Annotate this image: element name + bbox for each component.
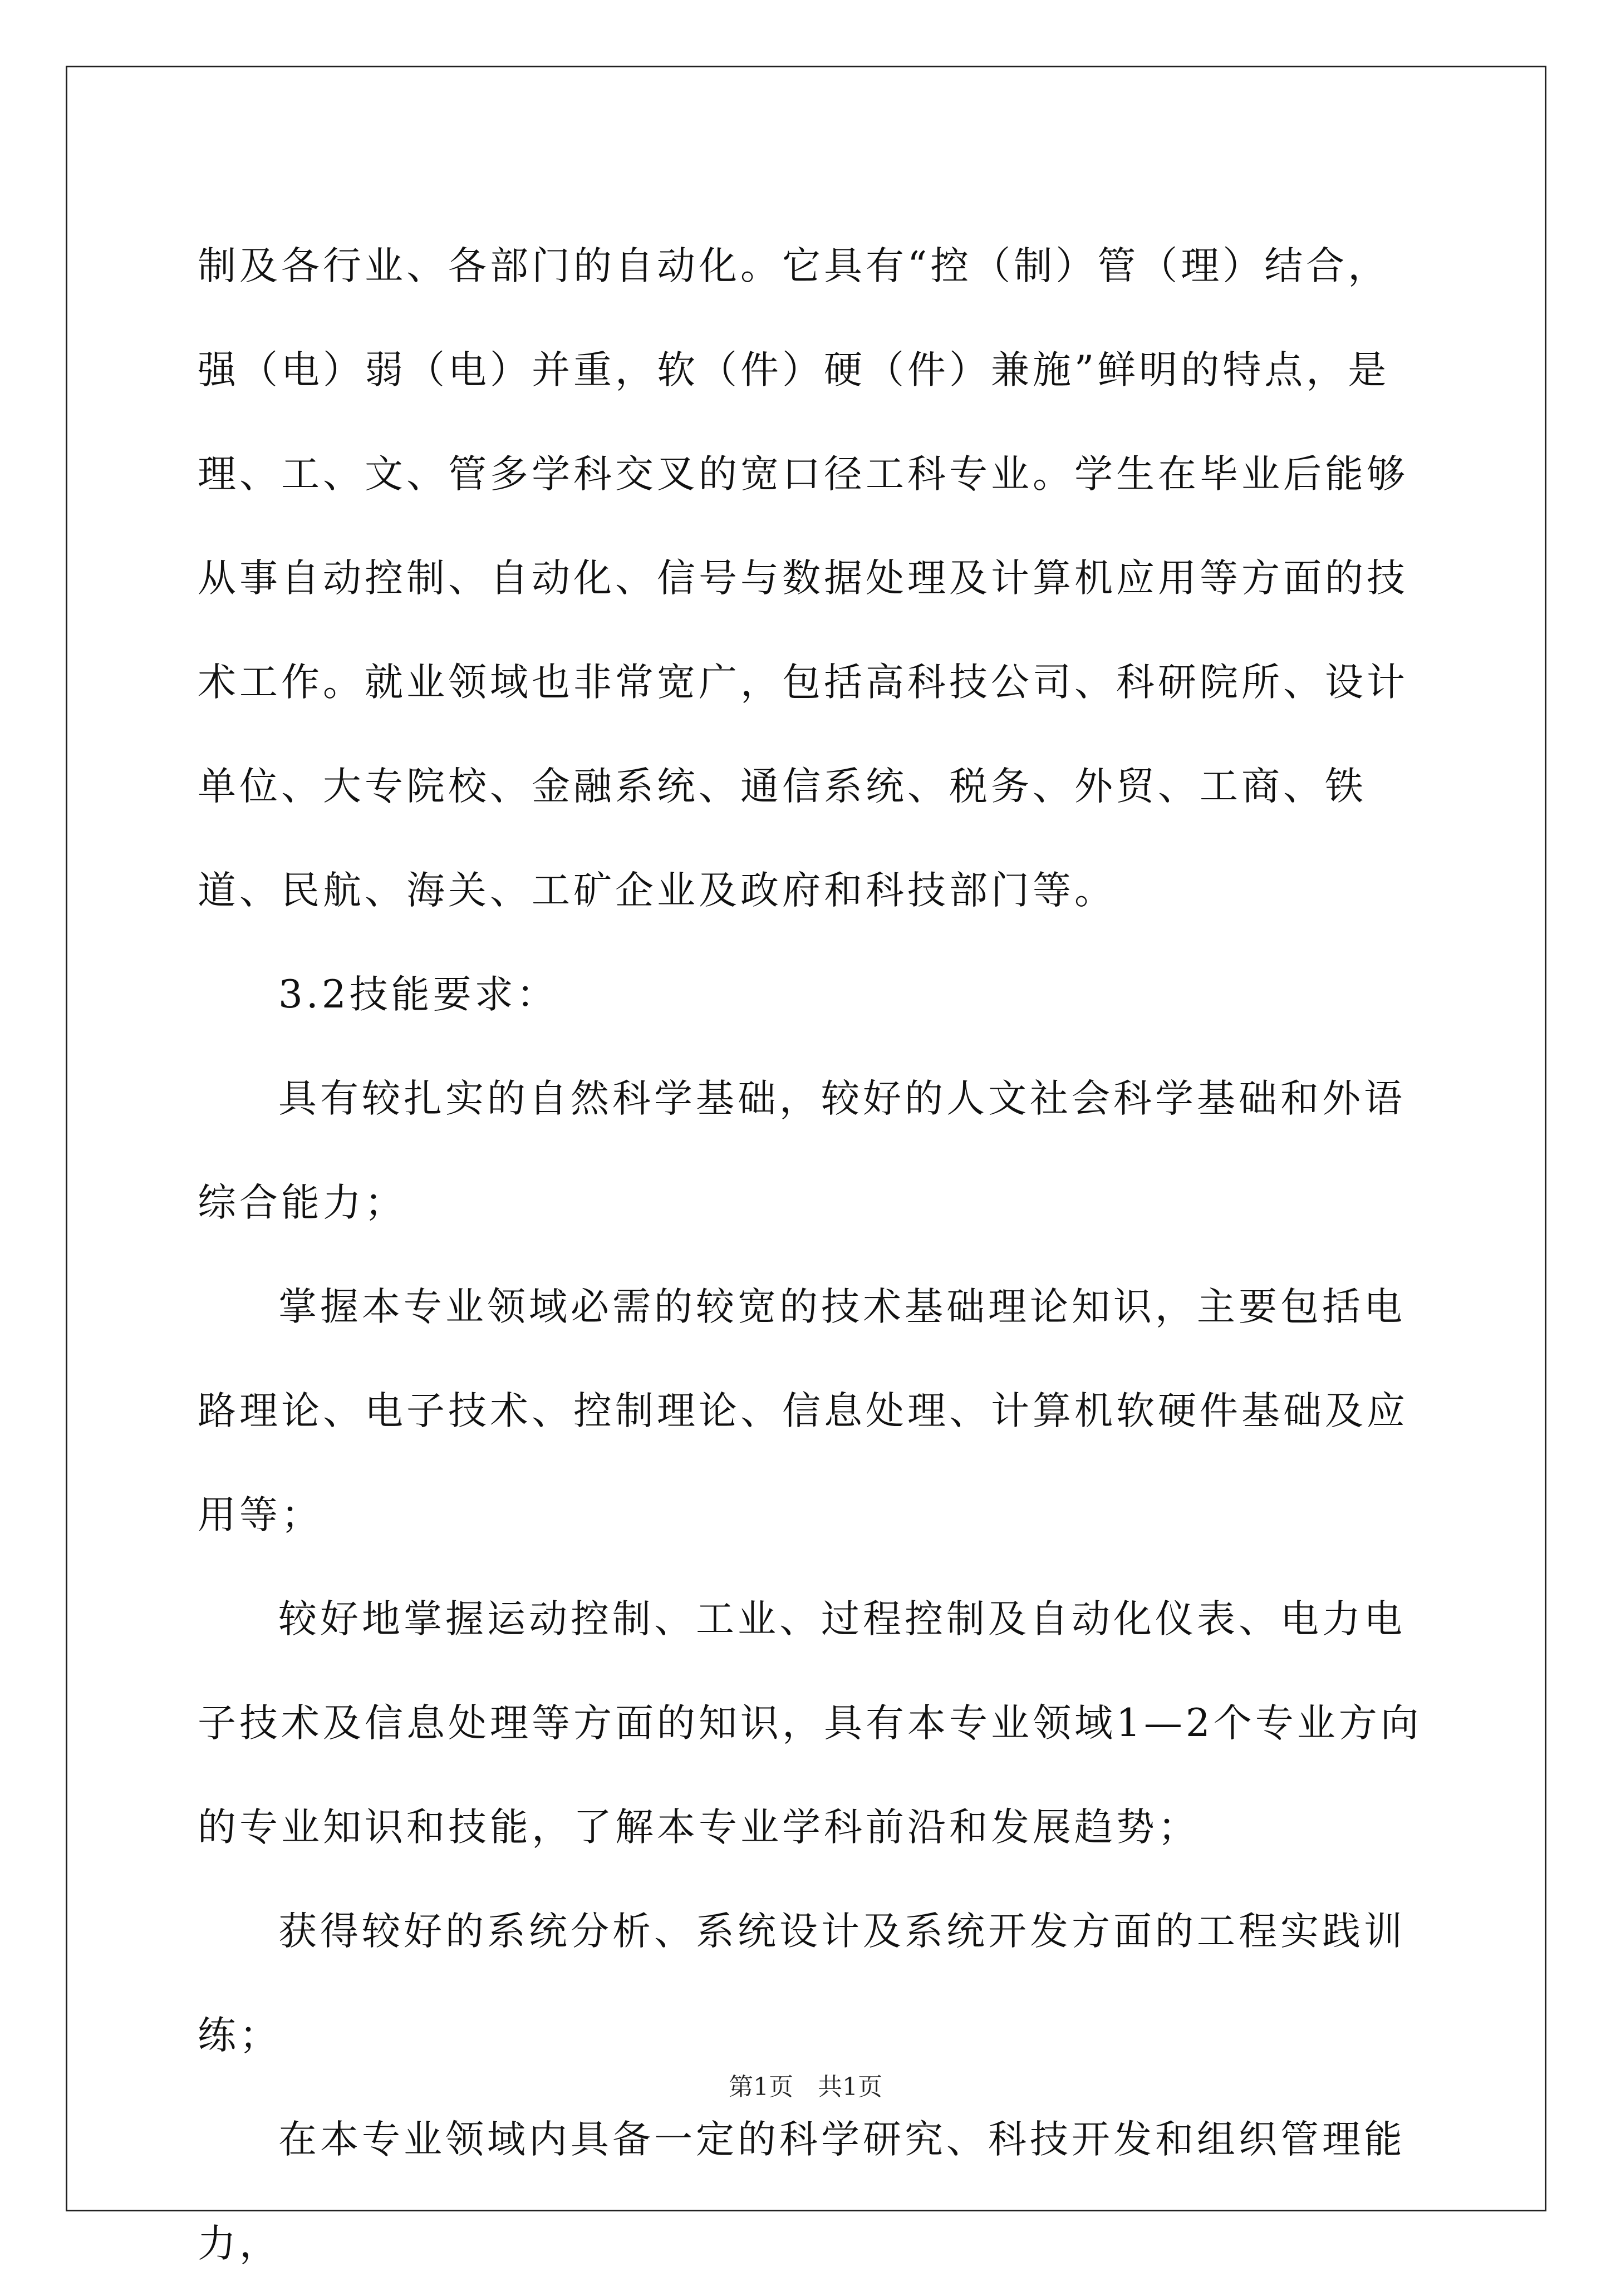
- section-heading-skills: 3.2技能要求：: [278, 972, 558, 1017]
- paragraph-intro: 制及各行业、各部门的自动化。它具有“控（制）管（理）结合，强（电）弱（电）并重，软（件）硬（件）兼施”鲜明的特点，是理、工、文、管多学科交叉的宽口径工科专业。学生在毕业后能够从事自动控制、自动化、信号与数据处理及计算机应用等方面的技术工作。就业领域也非常宽广，包括高科技公司、科研院所、设计单位、大专院校、金融系统、通信系统、税务、外贸、工商、铁道、民航、海关、工矿企业及政府和科技部门等。: [198, 244, 1408, 913]
- paragraph-skill-1: 具有较扎实的自然科学基础，较好的人文社会科学基础和外语综合能力；: [198, 1076, 1406, 1225]
- paragraph-skill-4: 获得较好的系统分析、系统设计及系统开发方面的工程实践训练；: [198, 1909, 1406, 2058]
- paragraph-skill-3: 较好地掌握运动控制、工业、过程控制及自动化仪表、电力电子技术及信息处理等方面的知识，具有本专业领域1—2个专业方向的专业知识和技能，了解本专业学科前沿和发展趋势；: [198, 1597, 1422, 1850]
- paragraph-skill-5: 在本专业领域内具备一定的科学研究、科技开发和组织管理能力，: [198, 2117, 1406, 2266]
- page-number: 第1页 共1页: [729, 2073, 882, 2101]
- paragraph-skill-2: 掌握本专业领域必需的较宽的技术基础理论知识，主要包括电路理论、电子技术、控制理论、信息处理、计算机软硬件基础及应用等；: [198, 1285, 1408, 1537]
- document-body: [198, 214, 1422, 2296]
